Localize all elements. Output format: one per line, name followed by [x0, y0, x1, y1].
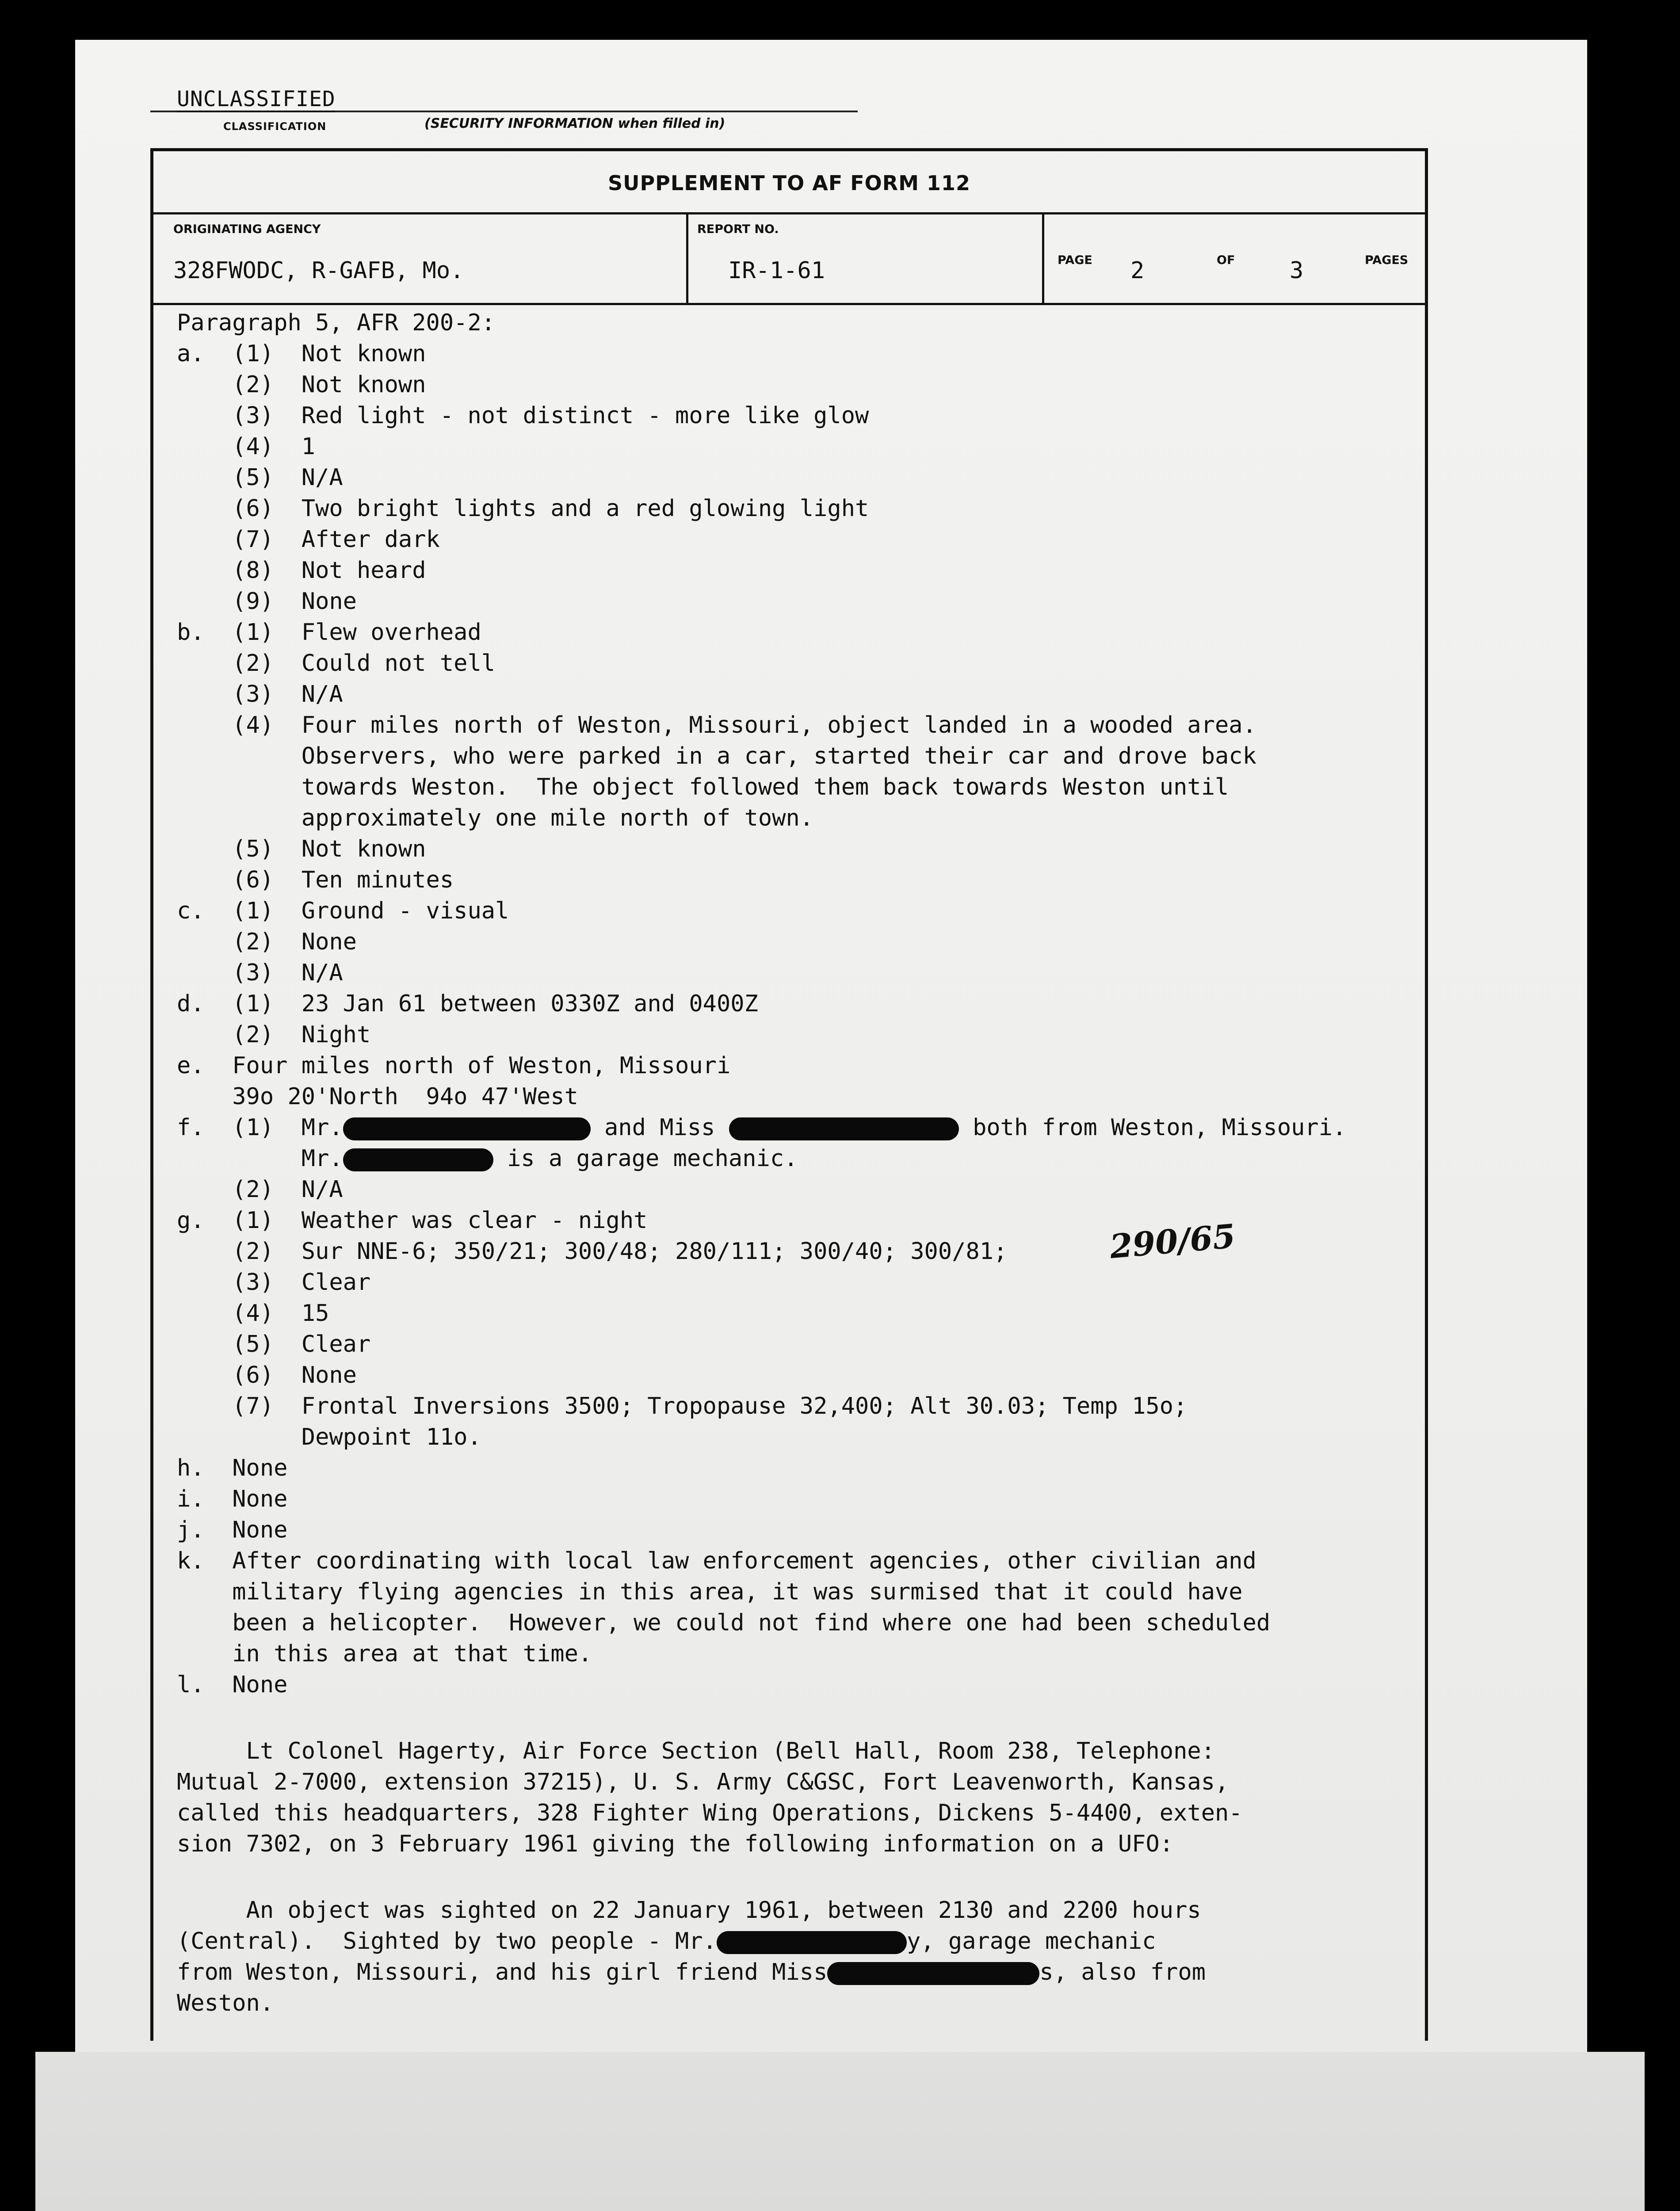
report-line: i. None	[177, 1486, 288, 1512]
form-title: SUPPLEMENT TO AF FORM 112	[607, 171, 971, 195]
report-line: d. (1) 23 Jan 61 between 0330Z and 0400Z	[177, 991, 758, 1017]
paragraph-line-redacted	[177, 1926, 1156, 1957]
report-line: (4) Four miles north of Weston, Missouri, object landed in a wooded area.	[177, 712, 1256, 738]
report-line: (2) Sur NNE-6; 350/21; 300/48; 280/111; 300/40; 300/81;	[177, 1238, 1008, 1265]
text: and Miss	[590, 1114, 729, 1141]
report-line: military flying agencies in this area, it was surmised that it could have	[177, 1579, 1243, 1605]
text: from Weston, Missouri, and his girl friend Miss	[177, 1959, 828, 1985]
report-line: (2) Night	[177, 1021, 371, 1048]
report-line: (2) None	[177, 929, 357, 955]
paragraph-line: Mutual 2-7000, extension 37215), U. S. Army C&GSC, Fort Leavenworth, Kansas,	[177, 1769, 1229, 1795]
divider	[1042, 214, 1044, 303]
form-header-row	[153, 212, 1425, 305]
report-line: (2) N/A	[177, 1176, 343, 1203]
handwritten-annotation: 290/65	[1108, 1217, 1237, 1266]
report-line: (6) Ten minutes	[177, 867, 454, 893]
classification-marking: UNCLASSIFIED	[177, 87, 336, 111]
text: (Central). Sighted by two people - Mr.	[177, 1928, 717, 1955]
report-no-value: IR-1-61	[728, 257, 825, 284]
classification-label: CLASSIFICATION	[223, 120, 327, 133]
report-line: (7) After dark	[177, 526, 440, 553]
text: is a garage mechanic.	[493, 1145, 798, 1172]
report-line: g. (1) Weather was clear - night	[177, 1207, 648, 1234]
report-line-f1	[177, 1112, 1346, 1143]
page-label: PAGE	[1058, 253, 1092, 267]
report-line: (2) Could not tell	[177, 650, 496, 677]
redaction-mark	[343, 1117, 591, 1140]
of-label: OF	[1217, 253, 1235, 267]
report-line-f1b	[177, 1143, 798, 1174]
text: f. (1) Mr.	[177, 1114, 343, 1141]
report-line: (9) None	[177, 588, 357, 615]
report-no-label: REPORT NO.	[697, 222, 779, 236]
report-line: towards Weston. The object followed them back towards Weston until	[177, 774, 1229, 800]
report-line: e. Four miles north of Weston, Missouri	[177, 1052, 731, 1079]
text: y, garage mechanic	[906, 1928, 1156, 1955]
originating-agency-value: 328FWODC, R-GAFB, Mo.	[173, 257, 464, 284]
report-line: been a helicopter. However, we could not find where one had been scheduled	[177, 1610, 1271, 1636]
report-line: (6) Two bright lights and a red glowing light	[177, 495, 869, 522]
paragraph-line: called this headquarters, 328 Fighter Wing Operations, Dickens 5-4400, exten-	[177, 1800, 1243, 1826]
paragraph-line: An object was sighted on 22 January 1961, between 2130 and 2200 hours	[177, 1897, 1201, 1924]
security-information-note: (SECURITY INFORMATION when filled in)	[424, 116, 725, 131]
total-pages: 3	[1290, 257, 1304, 284]
report-line: a. (1) Not known	[177, 340, 426, 367]
paragraph-heading: Paragraph 5, AFR 200-2:	[177, 310, 496, 336]
paragraph-line: sion 7302, on 3 February 1961 giving the following information on a UFO:	[177, 1831, 1174, 1857]
redaction-mark	[729, 1117, 959, 1140]
paragraph-line: Lt Colonel Hagerty, Air Force Section (Bell Hall, Room 238, Telephone:	[177, 1738, 1215, 1764]
redaction-mark	[827, 1962, 1039, 1985]
report-line: 39o 20'North 94o 47'West	[177, 1083, 578, 1110]
report-line: b. (1) Flew overhead	[177, 619, 481, 646]
report-line: approximately one mile north of town.	[177, 805, 814, 831]
report-line: h. None	[177, 1455, 288, 1481]
report-line: j. None	[177, 1517, 288, 1543]
report-line: (2) Not known	[177, 371, 426, 398]
report-line: c. (1) Ground - visual	[177, 898, 509, 924]
report-line: (6) None	[177, 1362, 357, 1389]
divider	[686, 214, 688, 303]
report-line: (4) 1	[177, 433, 316, 460]
report-line: Dewpoint 11o.	[177, 1424, 481, 1450]
page-lower-margin	[35, 2052, 1645, 2211]
report-line: (5) Clear	[177, 1331, 371, 1358]
redaction-mark	[717, 1931, 907, 1954]
report-line: (5) Not known	[177, 836, 426, 862]
report-line: (7) Frontal Inversions 3500; Tropopause 32,400; Alt 30.03; Temp 15o;	[177, 1393, 1187, 1419]
report-line: k. After coordinating with local law enforcement agencies, other civilian and	[177, 1548, 1256, 1574]
report-line: (3) N/A	[177, 681, 343, 708]
report-line: l. None	[177, 1672, 288, 1698]
report-line: (3) Clear	[177, 1269, 371, 1296]
text: s, also from	[1039, 1959, 1206, 1985]
report-line: (5) N/A	[177, 464, 343, 491]
pages-label: PAGES	[1365, 253, 1409, 267]
text: both from Weston, Missouri.	[958, 1114, 1347, 1141]
redaction-mark	[343, 1148, 493, 1171]
report-line: (3) Red light - not distinct - more like glow	[177, 402, 869, 429]
paragraph-line: Weston.	[177, 1990, 274, 2016]
report-line: (8) Not heard	[177, 557, 426, 584]
report-line: (3) N/A	[177, 960, 343, 986]
report-line: Observers, who were parked in a car, started their car and drove back	[177, 743, 1256, 769]
report-line: in this area at that time.	[177, 1641, 592, 1667]
originating-agency-label: ORIGINATING AGENCY	[173, 222, 321, 236]
report-line: (4) 15	[177, 1300, 329, 1327]
paragraph-line-redacted	[177, 1957, 1206, 1988]
page-number: 2	[1130, 257, 1145, 284]
text: Mr.	[177, 1145, 343, 1172]
